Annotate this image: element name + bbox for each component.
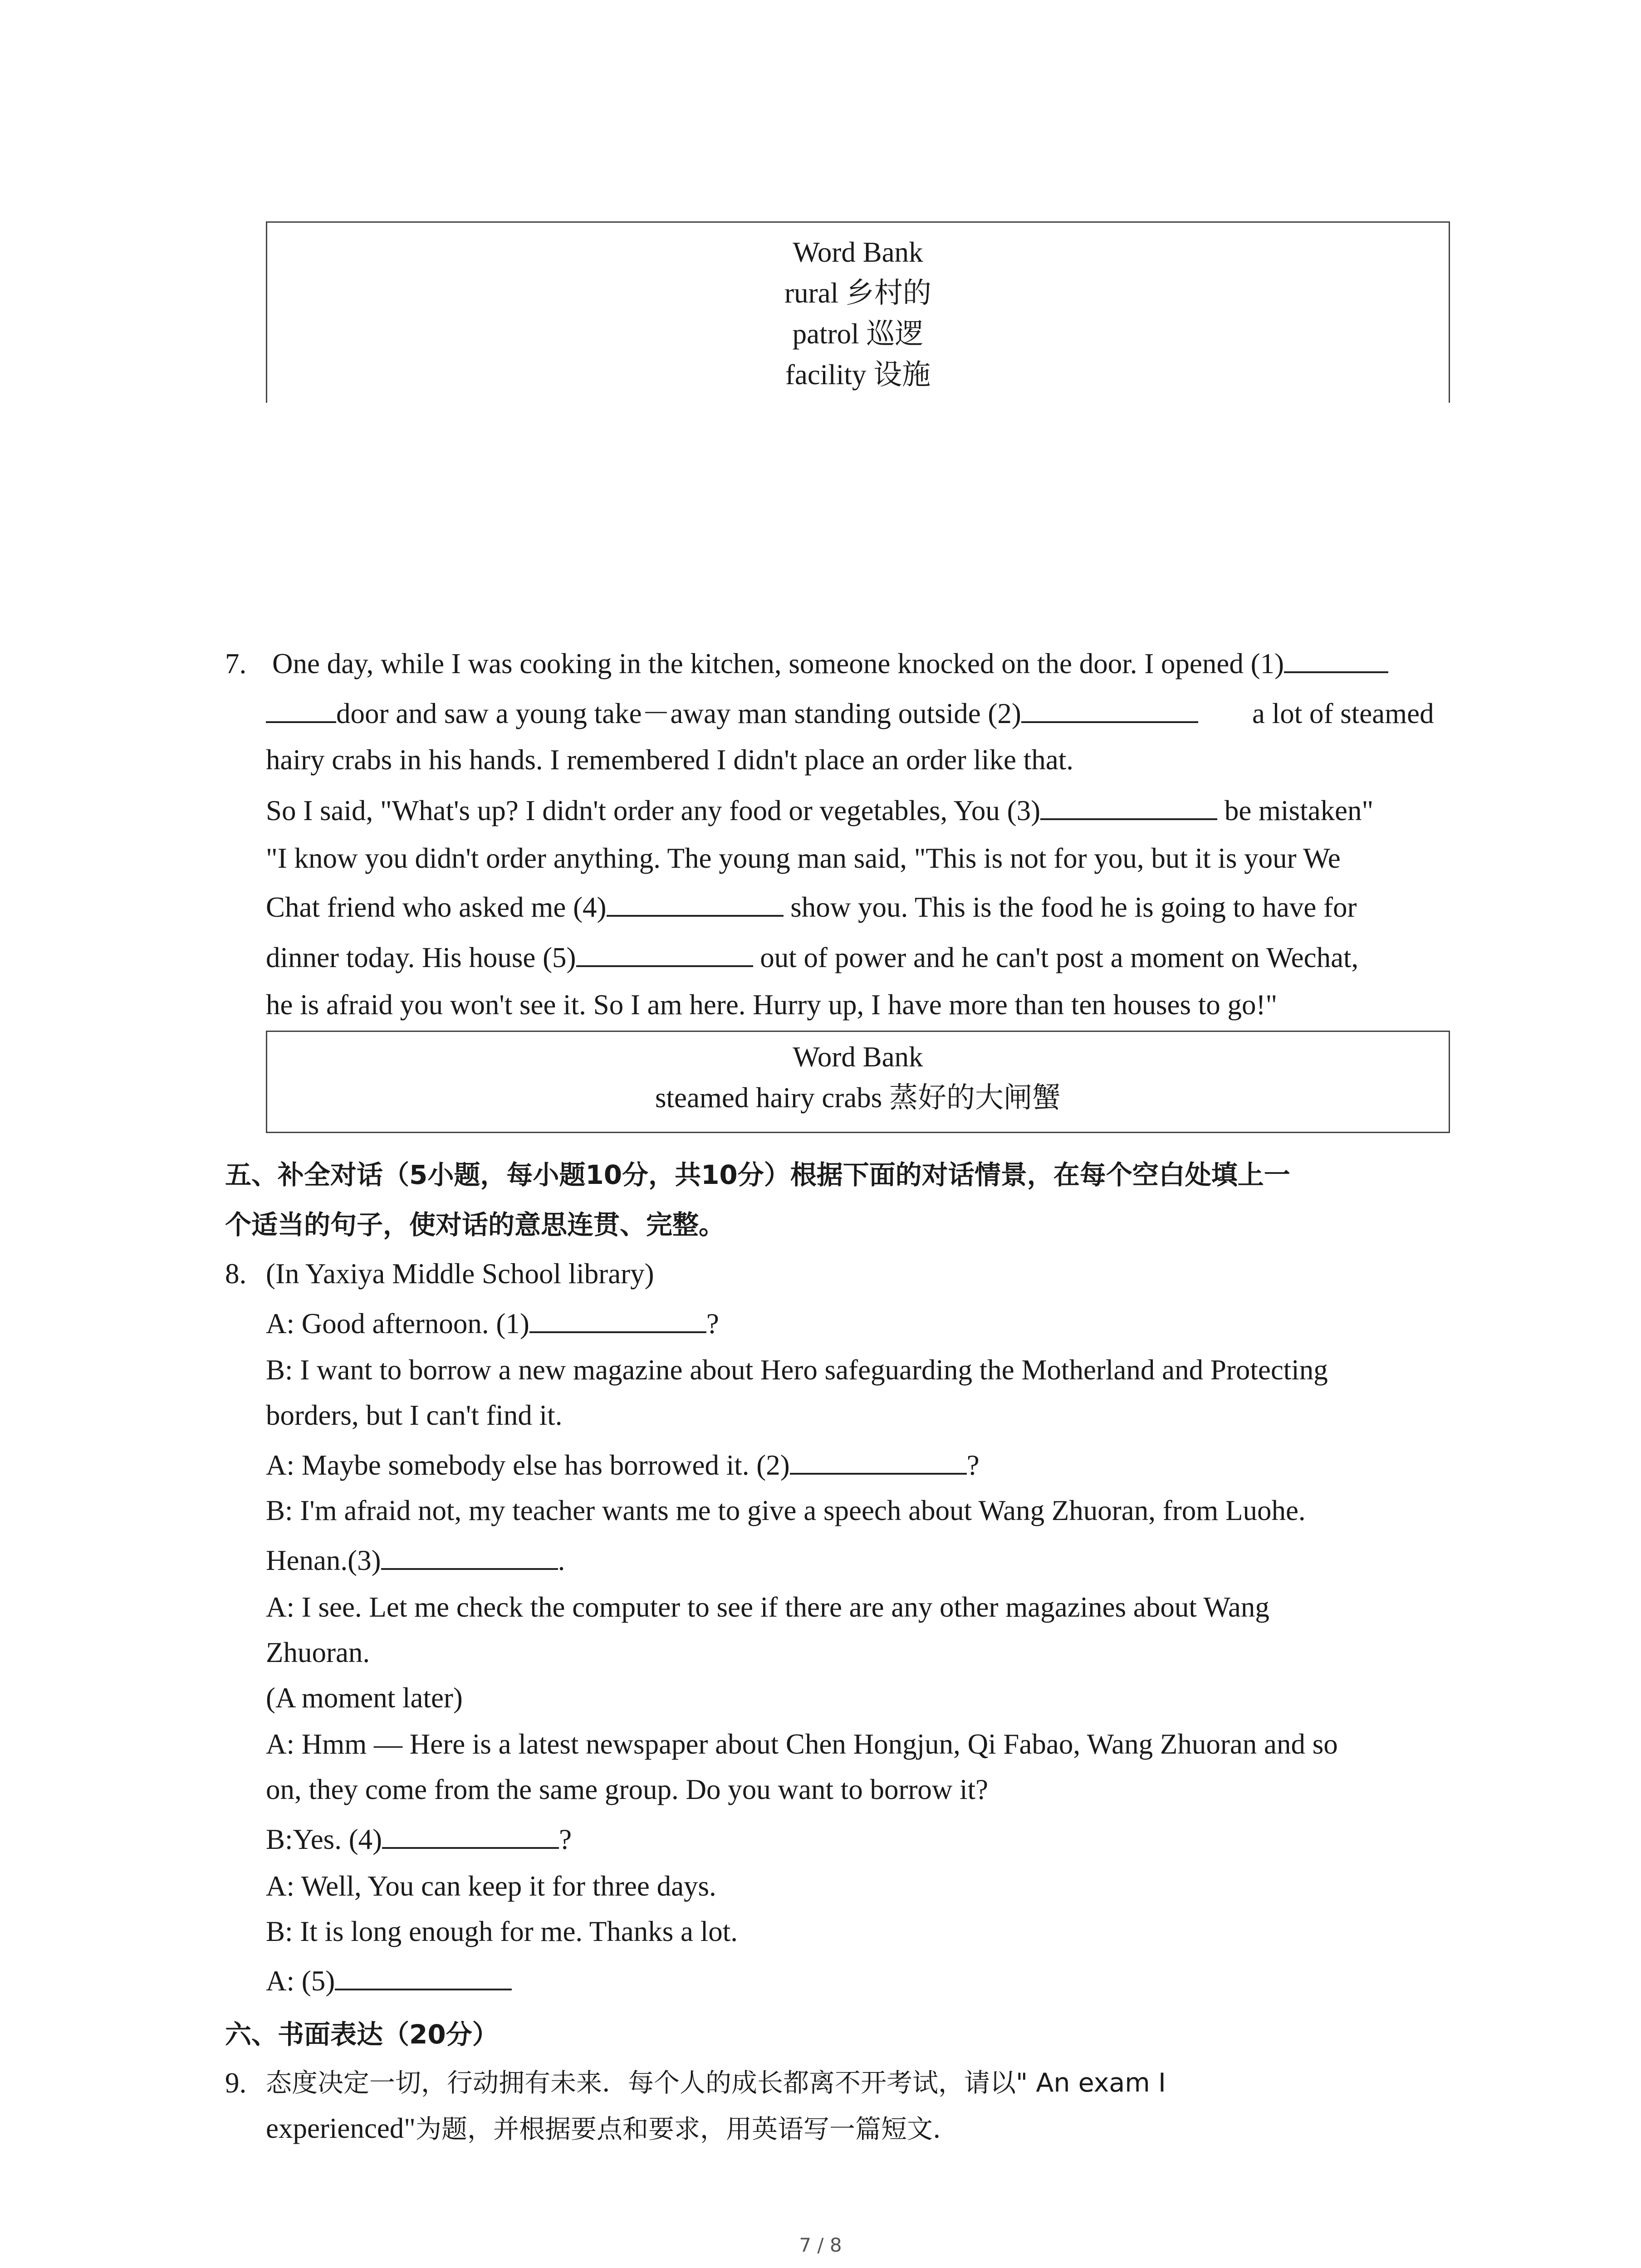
word-bank-title: Word Bank <box>793 1041 923 1073</box>
answer-blank[interactable] <box>1040 791 1217 820</box>
dialogue-line: borders, but I can't find it. <box>266 1399 563 1431</box>
dialogue-line: B:Yes. (4) ? <box>266 1819 572 1860</box>
dialogue-line: B: It is long enough for me. Thanks a lot. <box>266 1916 738 1947</box>
q7-line: dinner today. His house (5) out of power and he can't post a moment on Wechat, <box>266 937 1358 978</box>
page-number: 7 / 8 <box>799 2234 842 2256</box>
section-heading: 五、补全对话（5小题，每小题10分，共10分）根据下面的对话情景，在每个空白处填上一 <box>225 1159 1290 1190</box>
dialogue-line: B: I'm afraid not, my teacher wants me to give a speech about Wang Zhuoran, from Luohe. <box>266 1495 1306 1526</box>
dialogue-line: A: Good afternoon. (1) ? <box>266 1303 719 1344</box>
q7-line: Chat friend who asked me (4) show you. This is the food he is going to have for <box>266 887 1357 928</box>
q8-context: (In Yaxiya Middle School library) <box>266 1258 654 1290</box>
dialogue-line: on, they come from the same group. Do you want to borrow it? <box>266 1774 989 1805</box>
dialogue-line: B: I want to borrow a new magazine about Hero safeguarding the Motherland and Protecting <box>266 1354 1328 1386</box>
word-bank-title: Word Bank <box>793 236 923 268</box>
dialogue-line: A: Well, You can keep it for three days. <box>266 1870 716 1902</box>
answer-blank[interactable] <box>381 1541 558 1570</box>
q9-prompt: 态度决定一切，行动拥有未来．每个人的成长都离不开考试，请以" An exam I <box>266 2068 1166 2098</box>
q7-line: So I said, "What's up? I didn't order any food or vegetables, You (3) be mistaken" <box>266 790 1373 831</box>
question-number: 7. <box>225 648 247 679</box>
answer-blank[interactable] <box>529 1304 706 1333</box>
word-bank-item: patrol 巡逻 <box>792 318 924 350</box>
section-heading: 个适当的句子，使对话的意思连贯、完整。 <box>225 1209 725 1240</box>
question-number: 8. <box>225 1258 247 1290</box>
q9-prompt: experienced"为题，并根据要点和要求，用英语写一篇短文． <box>266 2112 959 2144</box>
answer-blank[interactable] <box>790 1446 967 1475</box>
answer-blank[interactable] <box>607 888 784 917</box>
answer-blank[interactable] <box>382 1820 559 1849</box>
word-bank-box <box>266 221 1450 403</box>
word-bank-item: rural 乡村的 <box>784 277 931 309</box>
question-number: 9. <box>225 2067 247 2099</box>
word-bank-item: facility 设施 <box>785 359 931 391</box>
answer-blank[interactable] <box>1021 694 1198 723</box>
word-bank-item: steamed hairy crabs 蒸好的大闸蟹 <box>655 1082 1061 1114</box>
q7-line: One day, while I was cooking in the kitchen, someone knocked on the door. I opened (1) <box>272 643 1388 684</box>
dialogue-line: A: Maybe somebody else has borrowed it. (2) ? <box>266 1445 980 1486</box>
dialogue-line: A: Hmm — Here is a latest newspaper about Chen Hongjun, Qi Fabao, Wang Zhuoran and so <box>266 1728 1338 1760</box>
dialogue-line: A: (5) <box>266 1960 512 2001</box>
dialogue-line: Zhuoran. <box>266 1637 370 1668</box>
dialogue-line: (A moment later) <box>266 1682 463 1714</box>
q7-line: a lot of steamed <box>1252 698 1434 729</box>
answer-blank[interactable] <box>1284 644 1388 673</box>
answer-blank[interactable] <box>335 1961 512 1990</box>
word-bank-box <box>266 1031 1450 1133</box>
answer-blank[interactable] <box>266 694 336 723</box>
q7-line: hairy crabs in his hands. I remembered I didn't place an order like that. <box>266 744 1073 776</box>
q7-line: he is afraid you won't see it. So I am here. Hurry up, I have more than ten houses to go!" <box>266 989 1278 1021</box>
q7-line: door and saw a young take－away man standing outside (2) <box>266 693 1198 734</box>
dialogue-line: A: I see. Let me check the computer to see if there are any other magazines about Wang <box>266 1591 1269 1623</box>
dialogue-line: Henan.(3) . <box>266 1540 565 1581</box>
q7-line: "I know you didn't order anything. The young man said, "This is not for you, but it is your We <box>266 842 1341 874</box>
section-heading: 六、书面表达（20分） <box>225 2019 499 2050</box>
answer-blank[interactable] <box>576 938 753 967</box>
